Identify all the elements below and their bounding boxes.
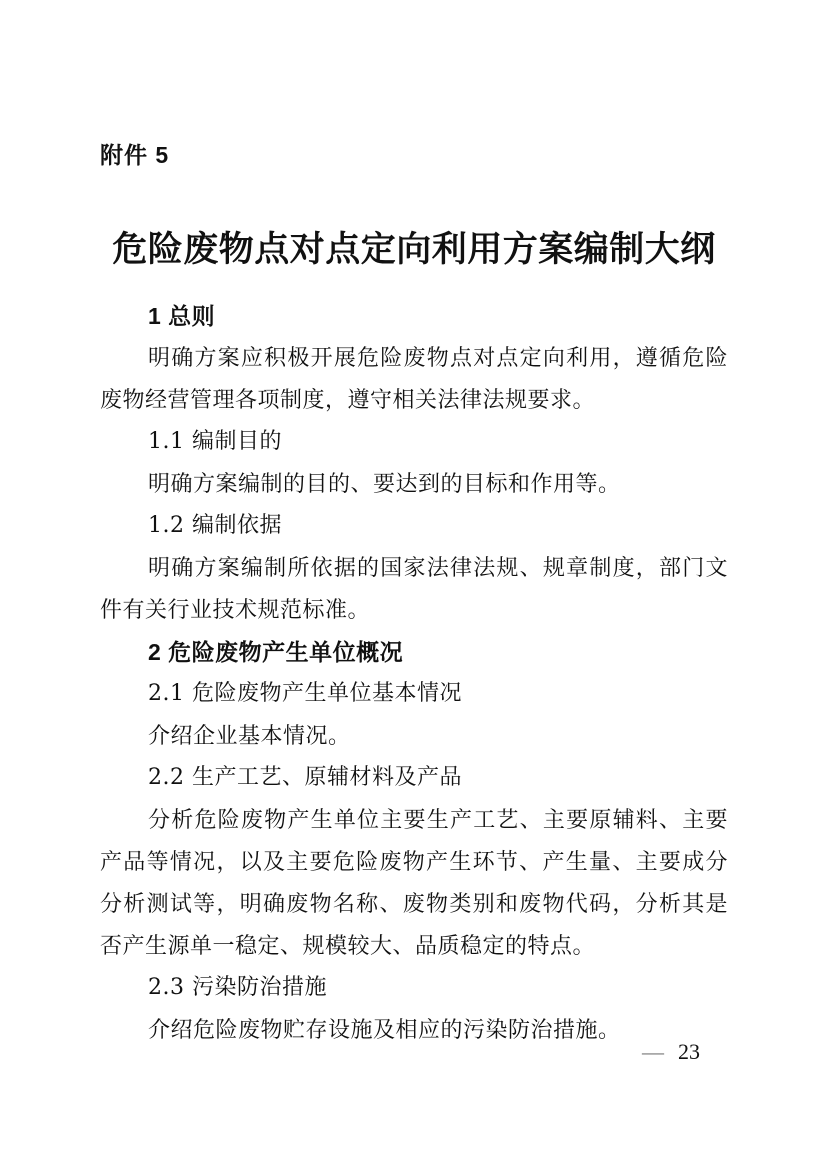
subsection-1-1-heading: 1.1 编制目的 [148, 429, 282, 454]
subsection-2-1-paragraph: 介绍企业基本情况。 [148, 723, 351, 748]
subsection-2-3-paragraph: 介绍危险废物贮存设施及相应的污染防治措施。 [148, 1017, 621, 1042]
subsection-1-1-paragraph: 明确方案编制的目的、要达到的目标和作用等。 [148, 471, 621, 496]
subsection-2-2-heading: 2.2 生产工艺、原辅材料及产品 [148, 765, 462, 790]
subsection-2-3-heading: 2.3 污染防治措施 [148, 975, 327, 1000]
document-content [100, 140, 728, 1051]
subsection-1-2-paragraph: 明确方案编制所依据的国家法律法规、规章制度，部门文件有关行业技术规范标准。 [100, 555, 728, 622]
document-title: 危险废物点对点定向利用方案编制大纲 [112, 230, 716, 269]
page-footer [642, 1040, 700, 1064]
attachment-label: 附件 5 [100, 142, 170, 168]
document-body [100, 295, 728, 1051]
page-number-dash: — [642, 1039, 664, 1064]
subsection-2-1-heading: 2.1 危险废物产生单位基本情况 [148, 681, 462, 706]
section-1-paragraph: 明确方案应积极开展危险废物点对点定向利用，遵循危险废物经营管理各项制度，遵守相关法律法规要求。 [100, 345, 728, 412]
page-number: 23 [678, 1039, 700, 1064]
subsection-1-2-heading: 1.2 编制依据 [148, 513, 282, 538]
section-1-heading: 1 总则 [148, 303, 216, 329]
section-2-heading: 2 危险废物产生单位概况 [148, 639, 404, 665]
subsection-2-2-paragraph: 分析危险废物产生单位主要生产工艺、主要原辅料、主要产品等情况，以及主要危险废物产生环节、产生量、主要成分分析测试等，明确废物名称、废物类别和废物代码，分析其是否产生源单一稳定、规模较大、品质稳定的特点。 [100, 807, 728, 958]
